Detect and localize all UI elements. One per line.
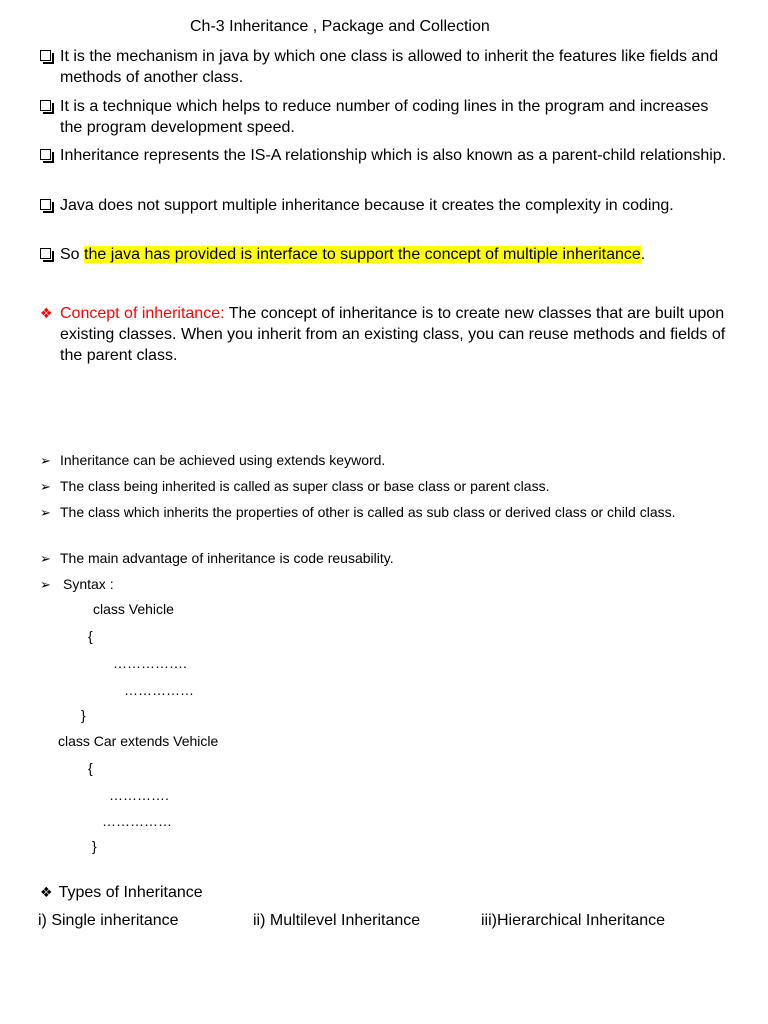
concept-label: Concept of inheritance: [60,305,225,322]
page-title: Ch-3 Inheritance , Package and Collection [190,18,490,35]
arrowhead-icon: ➢ [40,479,51,494]
list-item-text: The main advantage of inheritance is code reusability. [60,550,394,566]
list-item-text: Syntax : [63,576,114,592]
bullet-prefix: So [60,246,85,263]
bullet-text: Java does not support multiple inheritance because it creates the complexity in coding. [60,197,674,214]
code-line: …………. [109,787,169,803]
code-line: …………… [124,682,194,698]
types-heading-text: Types of Inheritance [58,884,203,901]
bullet-item [40,145,730,166]
type-item: i) Single inheritance [38,912,179,929]
list-item [40,451,730,470]
arrowhead-icon: ➢ [40,551,51,566]
list-item-text: The class which inherits the properties of other is called as sub class or derived class or child class. [60,504,676,520]
bullet-suffix: . [640,246,646,263]
bullet-text: Inheritance represents the IS-A relationship which is also known as a parent-child relationship. [60,147,727,164]
bullet-item [40,195,730,216]
checkbox-square-icon [40,50,51,61]
checkbox-square-icon [40,100,51,111]
code-line: class Car extends Vehicle [58,733,219,749]
code-line: { [88,760,93,776]
code-line: } [81,707,86,723]
list-item-text: Inheritance can be achieved using extends keyword. [60,452,386,468]
concept-text: The concept of inheritance is to create new classes that are built upon existing classes. When you inherit from an existing class, you can reuse methods and fields of the parent class. [60,305,726,364]
code-line: { [88,628,93,644]
code-line: class Vehicle [93,601,174,617]
concept-paragraph [60,303,730,366]
bullet-text-highlighted [60,244,730,265]
type-item: ii) Multilevel Inheritance [253,912,421,929]
bullet-item [40,46,730,88]
code-line: ……………. [113,655,187,671]
list-item-text: The class being inherited is called as super class or base class or parent class. [60,478,550,494]
bullet-text: It is the mechanism in java by which one class is allowed to inherit the features like fields and methods of another class. [60,48,719,86]
highlighted-text: the java has provided is interface to support the concept of multiple inheritance [84,246,641,263]
bullet-item [40,96,730,138]
checkbox-square-icon [40,149,51,160]
code-line: } [92,838,97,854]
bullet-text: It is a technique which helps to reduce number of coding lines in the program and increases the program development speed. [60,98,709,136]
arrowhead-icon: ➢ [40,577,51,592]
arrowhead-icon: ➢ [40,453,51,468]
checkbox-square-icon [40,248,51,259]
code-line: …………… [102,813,172,829]
concept-section [40,303,730,366]
arrowhead-icon: ➢ [40,505,51,520]
checkbox-square-icon [40,199,51,210]
list-item [40,549,730,568]
list-item [40,477,730,496]
types-heading [40,884,203,902]
four-diamond-icon: ❖ [40,305,53,321]
four-diamond-icon: ❖ [40,884,53,900]
list-item [40,503,730,522]
type-item: iii)Hierarchical Inheritance [481,912,666,929]
list-item [40,575,730,594]
bullet-item [40,244,730,265]
